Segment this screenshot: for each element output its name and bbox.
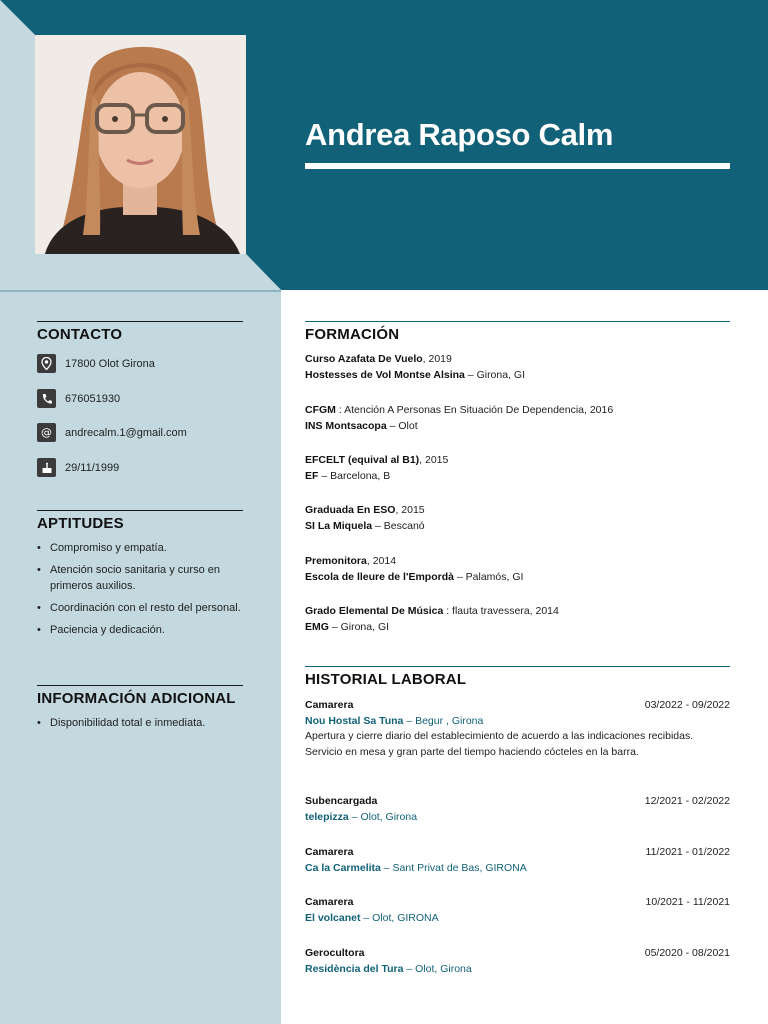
additional-section xyxy=(37,685,243,738)
phone-icon xyxy=(37,389,56,408)
profile-photo xyxy=(35,35,246,254)
job-item: Camarera 10/2021 - 11/2021 El volcanet – Olot, GIRONA xyxy=(305,896,730,924)
education-item: Grado Elemental De Música : flauta travessera, 2014 EMG – Girona, GI xyxy=(305,605,559,633)
location-icon xyxy=(37,354,56,373)
contact-address xyxy=(37,354,155,373)
list-item: • Disponibilidad total e inmediata. xyxy=(37,716,243,732)
education-item: EFCELT (equival al B1), 2015 EF – Barcelona, B xyxy=(305,454,449,482)
job-item: Subencargada 12/2021 - 02/2022 telepizza – Olot, Girona xyxy=(305,795,730,823)
additional-heading: INFORMACIÓN ADICIONAL xyxy=(37,690,236,707)
additional-list xyxy=(37,716,243,732)
email-text[interactable]: andrecalm.1@gmail.com xyxy=(65,426,187,439)
work-heading: HISTORIAL LABORAL xyxy=(305,671,467,688)
phone-text[interactable]: 676051930 xyxy=(65,392,121,405)
job-description: Servicio en mesa y gran parte del tiempo haciendo cócteles en la barra. xyxy=(305,745,639,758)
address-text: 17800 Olot Girona xyxy=(65,357,155,370)
list-item: • Atención socio sanitaria y curso en primeros auxilios. xyxy=(37,563,243,594)
education-item: CFGM : Atención A Personas En Situación De Dependencia, 2016 INS Montsacopa – Olot xyxy=(305,404,614,432)
education-item: Premonitora, 2014 Escola de lleure de l'Empordà – Palamós, GI xyxy=(305,555,524,583)
contact-birthdate xyxy=(37,458,119,477)
list-item: • Coordinación con el resto del personal. xyxy=(37,601,243,617)
contact-phone[interactable] xyxy=(37,389,120,408)
contact-heading: CONTACTO xyxy=(37,326,123,343)
skills-heading: APTITUDES xyxy=(37,515,124,532)
birthdate-text: 29/11/1999 xyxy=(65,461,120,474)
birthday-icon xyxy=(37,458,56,477)
education-item: Graduada En ESO, 2015 SI La Miquela – Bescanó xyxy=(305,504,425,532)
contact-email[interactable] xyxy=(37,423,187,442)
list-item: • Compromiso y empatía. xyxy=(37,541,243,557)
work-section xyxy=(305,666,730,688)
skills-list xyxy=(37,541,243,638)
job-item: Camarera 11/2021 - 01/2022 Ca la Carmelita – Sant Privat de Bas, GIRONA xyxy=(305,846,730,874)
skills-section xyxy=(37,510,243,645)
email-icon: @ xyxy=(37,423,56,442)
candidate-name: Andrea Raposo Calm xyxy=(305,117,614,152)
education-section xyxy=(305,321,730,343)
list-item: • Paciencia y dedicación. xyxy=(37,623,243,639)
contact-section xyxy=(37,321,243,343)
education-item: Curso Azafata De Vuelo, 2019 Hostesses de Vol Montse Alsina – Girona, GI xyxy=(305,353,525,381)
job-item: Gerocultora 05/2020 - 08/2021 Residència del Tura – Olot, Girona xyxy=(305,947,730,975)
sidebar-divider xyxy=(0,290,281,292)
name-underline xyxy=(305,163,730,169)
job-item: Camarera 03/2022 - 09/2022 Nou Hostal Sa Tuna – Begur , Girona Apertura y cierre diario del establecimiento de acuerdo a las indicaciones recibidas. Servicio en mesa y gran parte del tiempo haciendo cócteles en la barra. xyxy=(305,698,730,760)
education-heading: FORMACIÓN xyxy=(305,326,400,343)
job-description: Apertura y cierre diario del establecimiento de acuerdo a las indicaciones recibidas. xyxy=(305,730,694,742)
